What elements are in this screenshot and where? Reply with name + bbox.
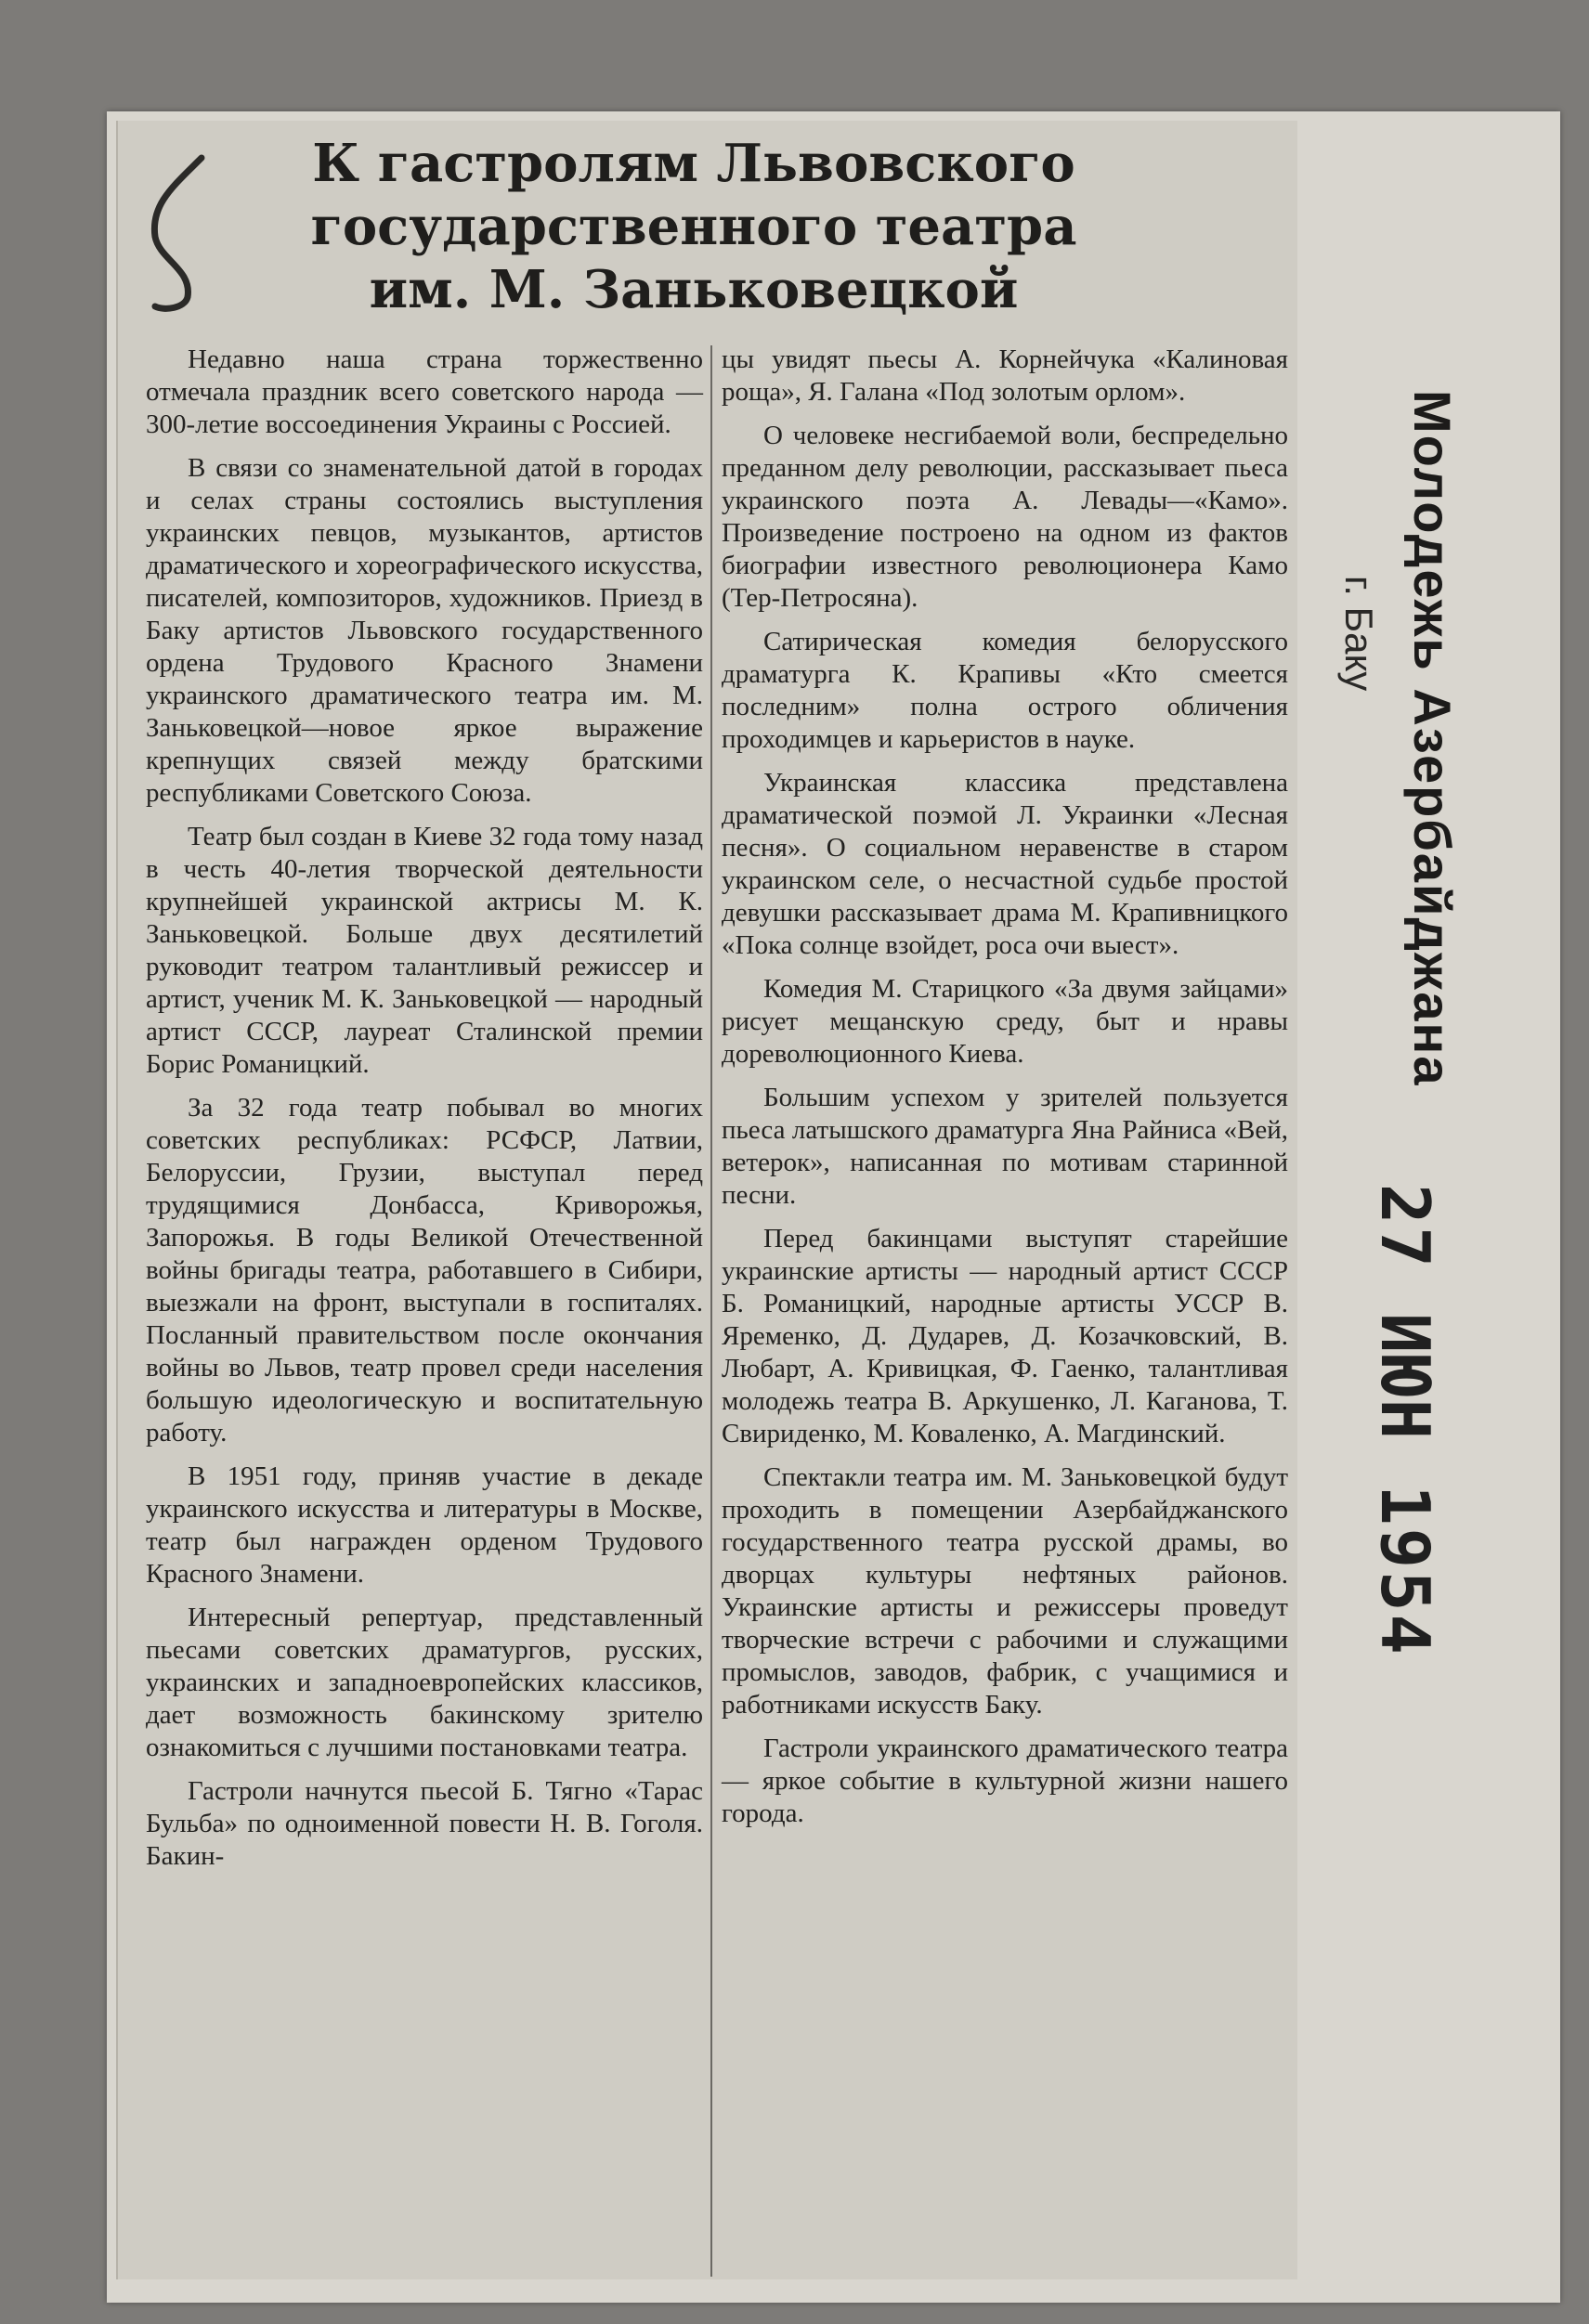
pencil-mark-icon xyxy=(137,149,229,316)
paragraph: Гастроли украинского драматического театра — яркое событие в культурной жизни нашего города. xyxy=(722,1733,1288,1828)
date-stamp: 27 ИЮН 1954 xyxy=(1366,1184,1444,1657)
headline-line-2: государственного театра xyxy=(310,196,1077,257)
paragraph-continuation: цы увидят пьесы А. Корнейчука «Калиновая роща», Я. Галана «Под золотым орлом». xyxy=(722,344,1288,407)
article-column-left xyxy=(146,344,703,1884)
paragraph: Комедия М. Старицкого «За двумя зайцами» рисует мещанскую среду, быт и нравы дореволюционного Киева. xyxy=(722,974,1288,1069)
paragraph: Театр был создан в Киеве 32 года тому назад в честь 40-летия творческой деятельности крупнейшей украинской актрисы М. К. Заньковецкой. Больше двух десятилетий руководит театром талантливый режиссер и артист, ученик М. К. Заньковецкой — народный артист СССР, лауреат Сталинской премии Борис Романицкий. xyxy=(146,822,703,1079)
source-newspaper-name: Молодежь Азербайджана xyxy=(1403,390,1462,1087)
paragraph: Недавно наша страна торжественно отмечала праздник всего советского народа — 300-летие воссоединения Украины с Россией. xyxy=(146,344,703,439)
article-headline xyxy=(229,132,1158,321)
paragraph: Украинская классика представлена драматической поэмой Л. Украинки «Лесная песня». О социальном неравенстве в старом украинском селе, о несчастной судьбе простой девушки рассказывает драма М. Крапивницкого «Пока солнце взойдет, роса очи выест». xyxy=(722,768,1288,960)
paragraph: Спектакли театра им. М. Заньковецкой будут проходить в помещении Азербайджанского государственного театра русской драмы, во дворцах культуры нефтяных районов. Украинские артисты и режиссеры проведут творческие встречи с рабочими и служащими промыслов, заводов, фабрик, с учащимися и работниками искусств Баку. xyxy=(722,1462,1288,1720)
archive-sheet xyxy=(107,111,1560,2303)
headline-line-1: К гастролям Львовского xyxy=(312,133,1075,194)
newspaper-clipping xyxy=(116,121,1297,2279)
article-column-right xyxy=(722,344,1288,1841)
paragraph: В 1951 году, приняв участие в декаде украинского искусства и литературы в Москве, театр был награжден орденом Трудового Красного Знамени. xyxy=(146,1461,703,1589)
paragraph: Перед бакинцами выступят старейшие украинские артисты — народный артист СССР Б. Романицкий, народные артисты УССР В. Яременко, Д. Дударев, Д. Козачковский, В. Любарт, А. Кривицкая, Ф. Гаенко, талантливая молодежь театра В. Аркушенко, Л. Каганова, Т. Свириденко, М. Коваленко, А. Магдинский. xyxy=(722,1224,1288,1448)
column-divider xyxy=(710,345,712,2277)
paragraph: Гастроли начнутся пьесой Б. Тягно «Тарас Бульба» по одноименной повести Н. В. Гоголя. Бакин- xyxy=(146,1776,703,1871)
headline-line-3: им. М. Заньковецкой xyxy=(369,259,1019,320)
paragraph: За 32 года театр побывал во многих советских республиках: РСФСР, Латвии, Белоруссии, Грузии, выступал перед трудящимися Донбасса, Криворожья, Запорожья. В годы Великой Отечественной войны бригады театра, работавшего в Сибири, выезжали на фронт, выступали в госпиталях. Посланный правительством после окончания войны во Львов, театр провел среди населения большую идеологическую и воспитательную работу. xyxy=(146,1093,703,1448)
source-city: г. Баку xyxy=(1337,576,1381,692)
paragraph: В связи со знаменательной датой в городах и селах страны состоялись выступления украинских певцов, музыкантов, артистов драматического и хореографического искусства, писателей, композиторов, художников. Приезд в Баку артистов Львовского государственного ордена Трудового Красного Знамени украинского драматического театра им. М. Заньковецкой—новое яркое выражение крепнущих связей между братскими республиками Советского Союза. xyxy=(146,453,703,808)
paragraph: Большим успехом у зрителей пользуется пьеса латышского драматурга Яна Райниса «Вей, ветерок», написанная по мотивам старинной песни. xyxy=(722,1083,1288,1210)
paragraph: Сатирическая комедия белорусского драматурга К. Крапивы «Кто смеется последним» полна острого обличения проходимцев и карьеристов в науке. xyxy=(722,627,1288,754)
paragraph: Интересный репертуар, представленный пьесами советских драматургов, русских, украинских и западноевропейских классиков, дает возможность бакинскому зрителю ознакомиться с лучшими постановками театра. xyxy=(146,1603,703,1762)
paragraph: О человеке несгибаемой воли, беспредельно преданном делу революции, рассказывает пьеса украинского поэта А. Левады—«Камо». Произведение построено на одном из фактов биографии известного революционера Камо (Тер-Петросяна). xyxy=(722,421,1288,613)
